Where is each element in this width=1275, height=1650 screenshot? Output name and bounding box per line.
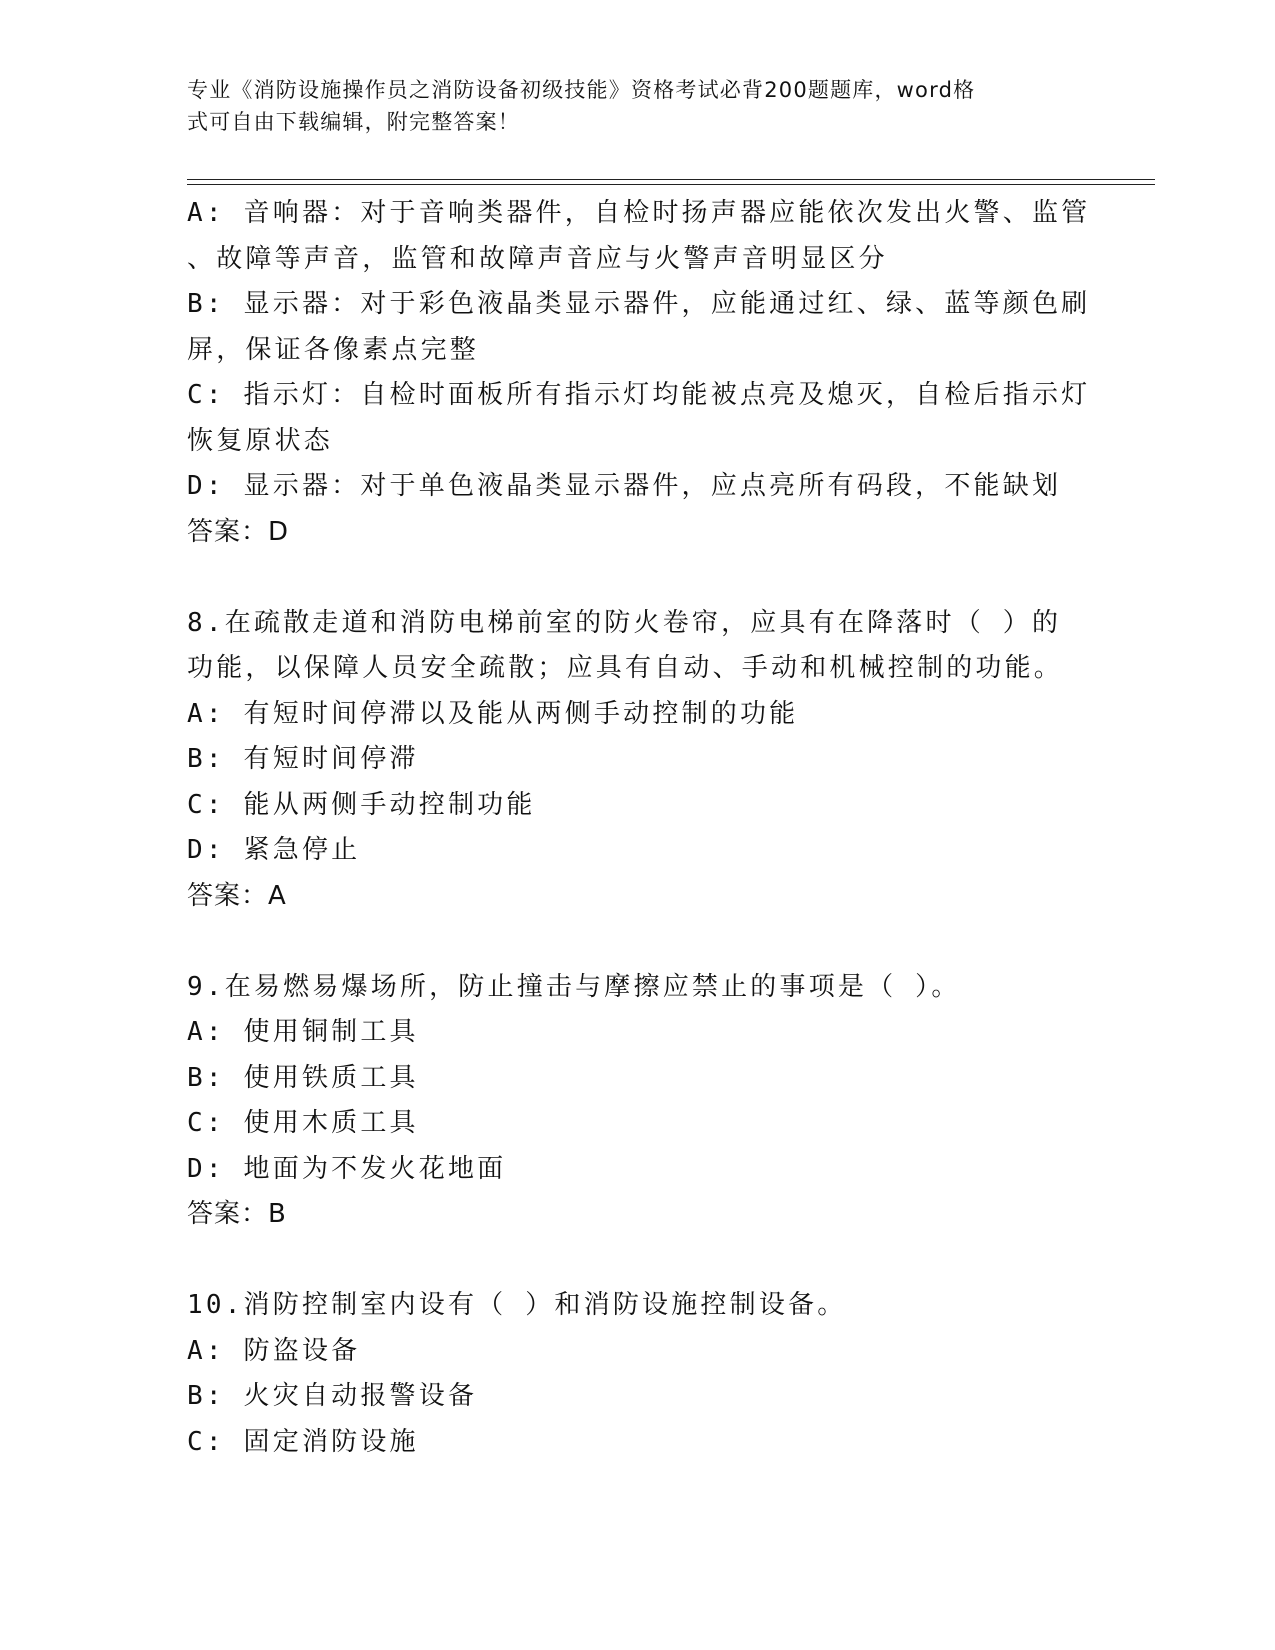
question-10 [187, 1283, 1087, 1465]
q9-option-d: D: 地面为不发火花地面 [187, 1153, 507, 1184]
q9-answer: 答案：B [187, 1199, 287, 1229]
q7-option-b-line-1: B: 显示器：对于彩色液晶类显示器件，应能通过红、绿、蓝等颜色刷 [187, 289, 1091, 319]
q9-option-a: A: 使用铜制工具 [187, 1017, 419, 1047]
spacer [187, 1238, 1087, 1284]
header-line-2: 式可自由下载编辑，附完整答案！ [187, 110, 520, 134]
q7-answer: 答案：D [187, 516, 290, 547]
q7-option-c-line-2: 恢复原状态 [187, 425, 334, 456]
question-8 [187, 601, 1087, 920]
q7-option-a-line-1: A: 音响器：对于音响类器件，自检时扬声器应能依次发出火警、监管 [187, 198, 1091, 228]
document-header [187, 74, 1067, 138]
q7-option-d-line-1: D: 显示器：对于单色液晶类显示器件，应点亮所有码段，不能缺划 [187, 471, 1062, 501]
question-9 [187, 965, 1087, 1238]
header-divider-thick [187, 179, 1155, 180]
q7-option-a-line-2: 、故障等声音，监管和故障声音应与火警声音明显区分 [187, 243, 888, 274]
q7-option-b-line-2: 屏，保证各像素点完整 [187, 334, 480, 365]
question-content [187, 191, 1091, 1465]
q8-question-line-2: 功能，以保障人员安全疏散；应具有自动、手动和机械控制的功能。 [187, 653, 1064, 683]
header-line-1: 专业《消防设施操作员之消防设备初级技能》资格考试必背200题题库，word格 [187, 78, 976, 102]
q9-option-c: C: 使用木质工具 [187, 1108, 419, 1138]
document-page [187, 0, 1157, 1650]
q10-question: 10.消防控制室内设有（ ）和消防设施控制设备。 [187, 1290, 847, 1320]
q7-option-c-line-1: C: 指示灯：自检时面板所有指示灯均能被点亮及熄灭，自检后指示灯 [187, 380, 1091, 410]
spacer [187, 555, 1087, 601]
q8-question-line-1: 8.在疏散走道和消防电梯前室的防火卷帘，应具有在降落时（ ）的 [187, 607, 1062, 638]
q8-option-c: C: 能从两侧手动控制功能 [187, 789, 536, 820]
q9-option-b: B: 使用铁质工具 [187, 1062, 419, 1093]
question-7-options [187, 191, 1091, 555]
q8-option-d: D: 紧急停止 [187, 835, 361, 865]
q8-answer: 答案：A [187, 880, 287, 911]
spacer [187, 919, 1087, 965]
q9-question: 9.在易燃易爆场所，防止撞击与摩擦应禁止的事项是（ ）。 [187, 971, 961, 1002]
q10-option-a: A: 防盗设备 [187, 1335, 361, 1366]
q10-option-b: B: 火灾自动报警设备 [187, 1381, 478, 1411]
q10-option-c: C: 固定消防设施 [187, 1426, 419, 1457]
header-divider-thin [187, 184, 1155, 185]
q8-option-b: B: 有短时间停滞 [187, 744, 419, 774]
q8-option-a: A: 有短时间停滞以及能从两侧手动控制的功能 [187, 698, 799, 729]
